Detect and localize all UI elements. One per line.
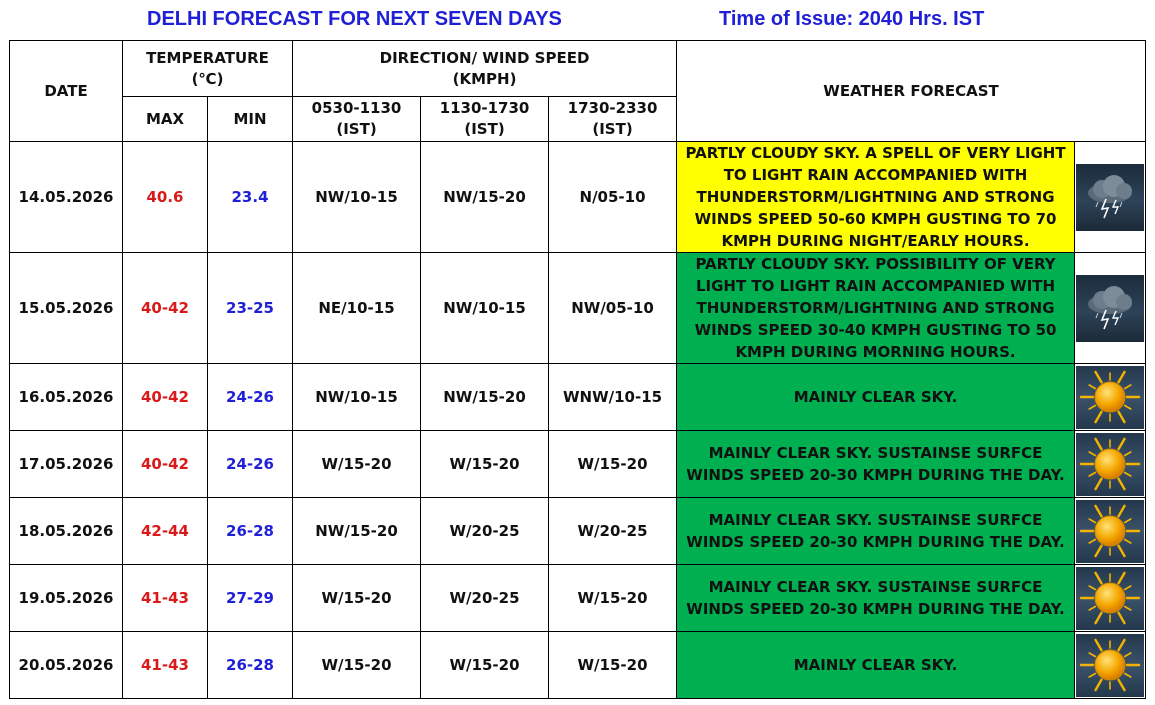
wind-slot-3-cell: WNW/10-15 <box>549 364 677 431</box>
min-temp-cell: 26-28 <box>208 498 293 565</box>
wind-slot-3-cell: W/15-20 <box>549 431 677 498</box>
min-temp-cell: 26-28 <box>208 632 293 699</box>
min-temp-cell: 23.4 <box>208 142 293 253</box>
wind-slot-2-cell: W/15-20 <box>421 431 549 498</box>
table-row <box>10 498 1146 565</box>
forecast-cell: MAINLY CLEAR SKY. SUSTAINSE SURFCE WINDS SPEED 20-30 KMPH DURING THE DAY. <box>677 431 1075 498</box>
wind-slot-2-cell: W/20-25 <box>421 498 549 565</box>
wind-slot-3-cell: W/20-25 <box>549 498 677 565</box>
table-row <box>10 431 1146 498</box>
date-cell: 18.05.2026 <box>10 498 123 565</box>
header-temperature-label: TEMPERATURE <box>146 48 269 67</box>
sun-icon <box>1076 433 1144 496</box>
max-temp-cell: 42-44 <box>123 498 208 565</box>
weather-icon-cell <box>1075 364 1146 431</box>
table-row <box>10 142 1146 253</box>
header-max: MAX <box>123 97 208 142</box>
wind-slot-1-cell: NW/10-15 <box>293 364 421 431</box>
sun-icon <box>1076 500 1144 563</box>
header-slot-2 <box>421 97 549 142</box>
weather-icon-cell <box>1075 142 1146 253</box>
date-cell: 20.05.2026 <box>10 632 123 699</box>
max-temp-cell: 40-42 <box>123 253 208 364</box>
table-row <box>10 632 1146 699</box>
forecast-cell: MAINLY CLEAR SKY. <box>677 364 1075 431</box>
wind-slot-1-cell: NW/15-20 <box>293 498 421 565</box>
wind-slot-2-cell: W/20-25 <box>421 565 549 632</box>
wind-slot-1-cell: NW/10-15 <box>293 142 421 253</box>
wind-slot-1-cell: W/15-20 <box>293 565 421 632</box>
header-min: MIN <box>208 97 293 142</box>
date-cell: 16.05.2026 <box>10 364 123 431</box>
header-slot-3 <box>549 97 677 142</box>
header-temperature <box>123 41 293 97</box>
page-title: DELHI FORECAST FOR NEXT SEVEN DAYS <box>147 8 562 30</box>
thunderstorm-icon <box>1076 275 1144 342</box>
header-wind-unit: (KMPH) <box>452 69 517 88</box>
wind-slot-2-cell: NW/10-15 <box>421 253 549 364</box>
sun-icon <box>1076 634 1144 697</box>
header-slot-3-tz: (IST) <box>592 120 633 138</box>
min-temp-cell: 24-26 <box>208 431 293 498</box>
weather-icon-cell <box>1075 565 1146 632</box>
table-row <box>10 565 1146 632</box>
wind-slot-3-cell: W/15-20 <box>549 565 677 632</box>
weather-icon-cell <box>1075 253 1146 364</box>
max-temp-cell: 40.6 <box>123 142 208 253</box>
wind-slot-1-cell: W/15-20 <box>293 632 421 699</box>
sun-icon <box>1076 567 1144 630</box>
wind-slot-3-cell: NW/05-10 <box>549 253 677 364</box>
wind-slot-3-cell: W/15-20 <box>549 632 677 699</box>
max-temp-cell: 40-42 <box>123 364 208 431</box>
max-temp-cell: 40-42 <box>123 431 208 498</box>
header-slot-3-time: 1730-2330 <box>567 99 658 117</box>
wind-slot-1-cell: W/15-20 <box>293 431 421 498</box>
wind-slot-1-cell: NE/10-15 <box>293 253 421 364</box>
header <box>0 0 1155 40</box>
date-cell: 14.05.2026 <box>10 142 123 253</box>
wind-slot-2-cell: NW/15-20 <box>421 364 549 431</box>
header-wind-label: DIRECTION/ WIND SPEED <box>379 48 590 67</box>
thunderstorm-icon <box>1076 164 1144 231</box>
header-slot-2-tz: (IST) <box>464 120 505 138</box>
weather-icon-cell <box>1075 498 1146 565</box>
max-temp-cell: 41-43 <box>123 632 208 699</box>
header-date: DATE <box>10 41 123 142</box>
date-cell: 17.05.2026 <box>10 431 123 498</box>
weather-icon-cell <box>1075 431 1146 498</box>
header-slot-1-tz: (IST) <box>336 120 377 138</box>
max-temp-cell: 41-43 <box>123 565 208 632</box>
table-row <box>10 364 1146 431</box>
date-cell: 15.05.2026 <box>10 253 123 364</box>
table-row <box>10 253 1146 364</box>
forecast-cell: MAINLY CLEAR SKY. SUSTAINSE SURFCE WINDS SPEED 20-30 KMPH DURING THE DAY. <box>677 565 1075 632</box>
sun-icon <box>1076 366 1144 429</box>
forecast-table <box>9 40 1146 699</box>
header-forecast: WEATHER FORECAST <box>677 41 1146 142</box>
forecast-cell: MAINLY CLEAR SKY. SUSTAINSE SURFCE WINDS SPEED 20-30 KMPH DURING THE DAY. <box>677 498 1075 565</box>
date-cell: 19.05.2026 <box>10 565 123 632</box>
wind-slot-3-cell: N/05-10 <box>549 142 677 253</box>
issue-time: Time of Issue: 2040 Hrs. IST <box>719 8 985 30</box>
header-slot-2-time: 1130-1730 <box>439 99 530 117</box>
forecast-cell: MAINLY CLEAR SKY. <box>677 632 1075 699</box>
min-temp-cell: 23-25 <box>208 253 293 364</box>
forecast-cell: PARTLY CLOUDY SKY. A SPELL OF VERY LIGHT TO LIGHT RAIN ACCOMPANIED WITH THUNDERSTORM/LIGHTNING AND STRONG WINDS SPEED 50-60 KMPH GUSTING TO 70 KMPH DURING NIGHT/EARLY HOURS. <box>677 142 1075 253</box>
wind-slot-2-cell: W/15-20 <box>421 632 549 699</box>
header-slot-1 <box>293 97 421 142</box>
min-temp-cell: 24-26 <box>208 364 293 431</box>
min-temp-cell: 27-29 <box>208 565 293 632</box>
forecast-cell: PARTLY CLOUDY SKY. POSSIBILITY OF VERY LIGHT TO LIGHT RAIN ACCOMPANIED WITH THUNDERSTORM/LIGHTNING AND STRONG WINDS SPEED 30-40 KMPH GUSTING TO 50 KMPH DURING MORNING HOURS. <box>677 253 1075 364</box>
header-slot-1-time: 0530-1130 <box>311 99 402 117</box>
header-temperature-unit: (℃) <box>191 69 224 88</box>
wind-slot-2-cell: NW/15-20 <box>421 142 549 253</box>
header-wind <box>293 41 677 97</box>
weather-icon-cell <box>1075 632 1146 699</box>
